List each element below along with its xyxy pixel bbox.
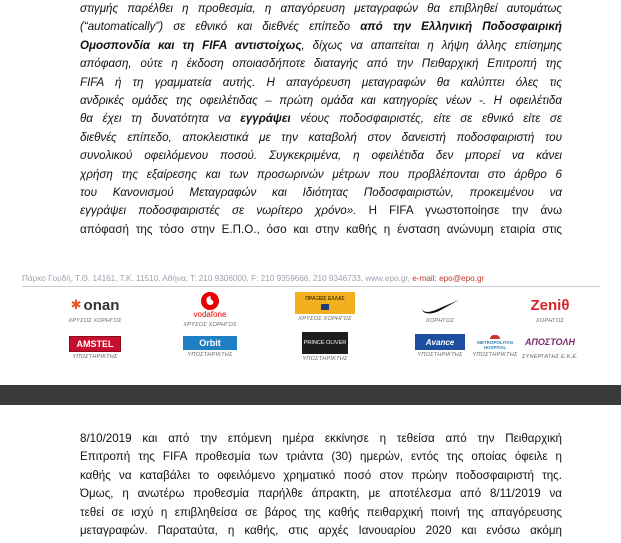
text-line: απόφαση, ούτε η έκδοση οποιασδήποτε διαταγής από την Πειθαρχική Επιτροπή της	[80, 57, 562, 71]
paragraph-top	[80, 0, 562, 239]
nike-swoosh-icon	[420, 298, 460, 314]
text-line: θα έχει τη δυνατότητα να εγγράψει νέους ποδοσφαιριστές, είτε σε εθνικό είτε σε	[80, 112, 562, 126]
text-line: Όμως, η ανωτέρω προθεσμία παρήλθε άπρακτη, με αποτέλεσμα από 8/11/2019 να	[80, 487, 562, 501]
sponsor-caption: ΥΠΟΣΤΗΡΙΚΤΗΣ	[472, 352, 518, 358]
sponsor-caption: ΥΠΟΣΤΗΡΙΚΤΗΣ	[187, 352, 233, 358]
text-line: (“automatically”) σε εθνικό και διεθνές επίπεδο από την Ελληνική Ποδοσφαιρική	[80, 20, 562, 34]
amstel-logo: AMSTEL	[69, 336, 121, 352]
footer-divider	[22, 286, 600, 287]
text-line: χρήση της εξαίρεσης και των προσωρινών μέτρων που προβλέπονται στο άρθρο 6	[80, 167, 562, 181]
text-line: καθής να καταβάλει το οφειλόμενο χρηματικό ποσό στον πρώην ποδοσφαιριστή της.	[80, 468, 562, 482]
vodafone-icon	[201, 292, 219, 310]
sponsor-caption: ΥΠΟΣΤΗΡΙΚΤΗΣ	[302, 356, 348, 362]
text-line: στιγμής παρέλθει η προθεσμία, η απαγόρευση μεταγραφών θα επιβληθεί αυτομάτως	[80, 2, 562, 15]
vodafone-logo: vodafone	[155, 290, 265, 320]
sponsor-vodafone	[155, 290, 265, 328]
sponsor-nike	[385, 296, 495, 324]
avance-logo: Avance	[415, 334, 465, 350]
onan-logo: ✱ onan	[70, 296, 120, 314]
paragraph-bottom	[80, 430, 562, 540]
text-line: Ομοσπονδία και τη FIFA αντιστοίχως, δίχως να απαιτείται η λήψη άλλης επίσημης	[80, 38, 562, 52]
zenith-logo: Zeniθ	[530, 296, 570, 314]
prince-oliver-logo: PRINCE OLIVER	[302, 332, 348, 354]
apostoli-logo: ΑΠΟΣΤΟΛΗ	[524, 337, 576, 347]
text-line: εγγράψει ποδοσφαιριστές σε νωρίτερο χρόνο». Η FIFA γνωστοποίησε την άνω	[80, 204, 562, 218]
sponsor-caption: ΧΡΥΣΟΣ ΧΟΡΗΓΟΣ	[298, 316, 352, 322]
page-separator-band	[0, 385, 621, 405]
orbit-logo: Orbit	[183, 336, 237, 350]
text-line: Επιτροπή της FIFA προθεσμία των τριάντα (30) ημερών, εντός της οποίας όφειλε η	[80, 450, 562, 464]
letterhead-address	[22, 274, 600, 283]
sponsor-caption: ΥΠΟΣΤΗΡΙΚΤΗΣ	[72, 354, 118, 360]
sponsor-caption: ΧΡΥΣΟΣ ΧΟΡΗΓΟΣ	[68, 318, 122, 324]
text-line: διεθνές επίπεδο, αποκλειστικά με την καταβολή στον δανειστή ποδοσφαιριστή του	[80, 130, 562, 144]
text-line: ανδρικές ομάδες της οφειλέτιδας – πρώτη ομάδα και κατηγορίες νέων -. Η οφειλέτιδα	[80, 93, 562, 107]
sponsor-caption: ΧΟΡΗΓΟΣ	[425, 318, 455, 324]
sponsor-amstel	[40, 336, 150, 360]
text-line: τεθεί σε ισχύ η επιβληθείσα σε βάρος της καθής πειθαρχική ποινή της απαγόρευσης	[80, 505, 562, 519]
text-line: μεταγραφών. Παραταύτα, η καθής, στις αρχές Ιανουαρίου 2020 και ενόσω ακόμη	[80, 523, 562, 537]
sponsor-apostoli	[495, 332, 605, 360]
text-line: 8/10/2019 και από την επόμενη ημέρα εκκίνησε η τεθείσα από την Πειθαρχική	[80, 432, 562, 445]
sponsor-zenith	[495, 294, 605, 324]
onan-star-icon: ✱	[70, 297, 82, 312]
sponsor-pratton	[270, 292, 380, 322]
sponsor-orbit	[155, 336, 265, 358]
pratton-logo: ΠΡΑΞΕΙΣ ΕΛΛΑΣ	[295, 292, 355, 314]
sponsor-caption: ΣΥΝΕΡΓΑΤΗΣ Ε.Κ.Ε.	[521, 354, 579, 360]
sponsor-caption: ΧΡΥΣΟΣ ΧΟΡΗΓΟΣ	[183, 322, 237, 328]
email-link[interactable]: e-mail: epo@epo.gr	[412, 274, 485, 283]
nike-logo	[385, 296, 495, 316]
metropolitan-logo: METROPOLITAN HOSPITAL	[470, 334, 520, 350]
text-line: απόφασή της τόσο στην Ε.Π.Ο., όσο και στην καθής η ένσταση ανώνυμη εταιρία στις	[80, 222, 562, 236]
address-text: Πάρκο Γουδή, Τ.Θ. 14161, Τ.Κ. 11510, Αθήνα, Τ: 210 9306000, F: 210 9359666, 210 9346733, www.epo.gr,	[22, 274, 413, 283]
text-line: FIFA ή τη γραμματεία αυτής. Η απαγόρευση μεταγραφών θα καλύπτει όλες τις	[80, 75, 562, 89]
sponsor-strip	[40, 290, 600, 370]
sponsor-caption: ΧΟΡΗΓΟΣ	[535, 318, 565, 324]
sponsor-caption: ΥΠΟΣΤΗΡΙΚΤΗΣ	[417, 352, 463, 358]
pratton-mark-icon	[321, 304, 329, 310]
text-line: συνολικού οφειλόμενου ποσού. Συγκεκριμένα, η οφειλέτιδα δεν μπορεί να κάνει	[80, 149, 562, 163]
sponsor-onan	[40, 294, 150, 324]
text-line: του Κανονισμού Μεταγραφών και Ιδιότητας Ποδοσφαιριστών, προκειμένου να	[80, 185, 562, 199]
sponsor-prince-oliver	[270, 332, 380, 362]
